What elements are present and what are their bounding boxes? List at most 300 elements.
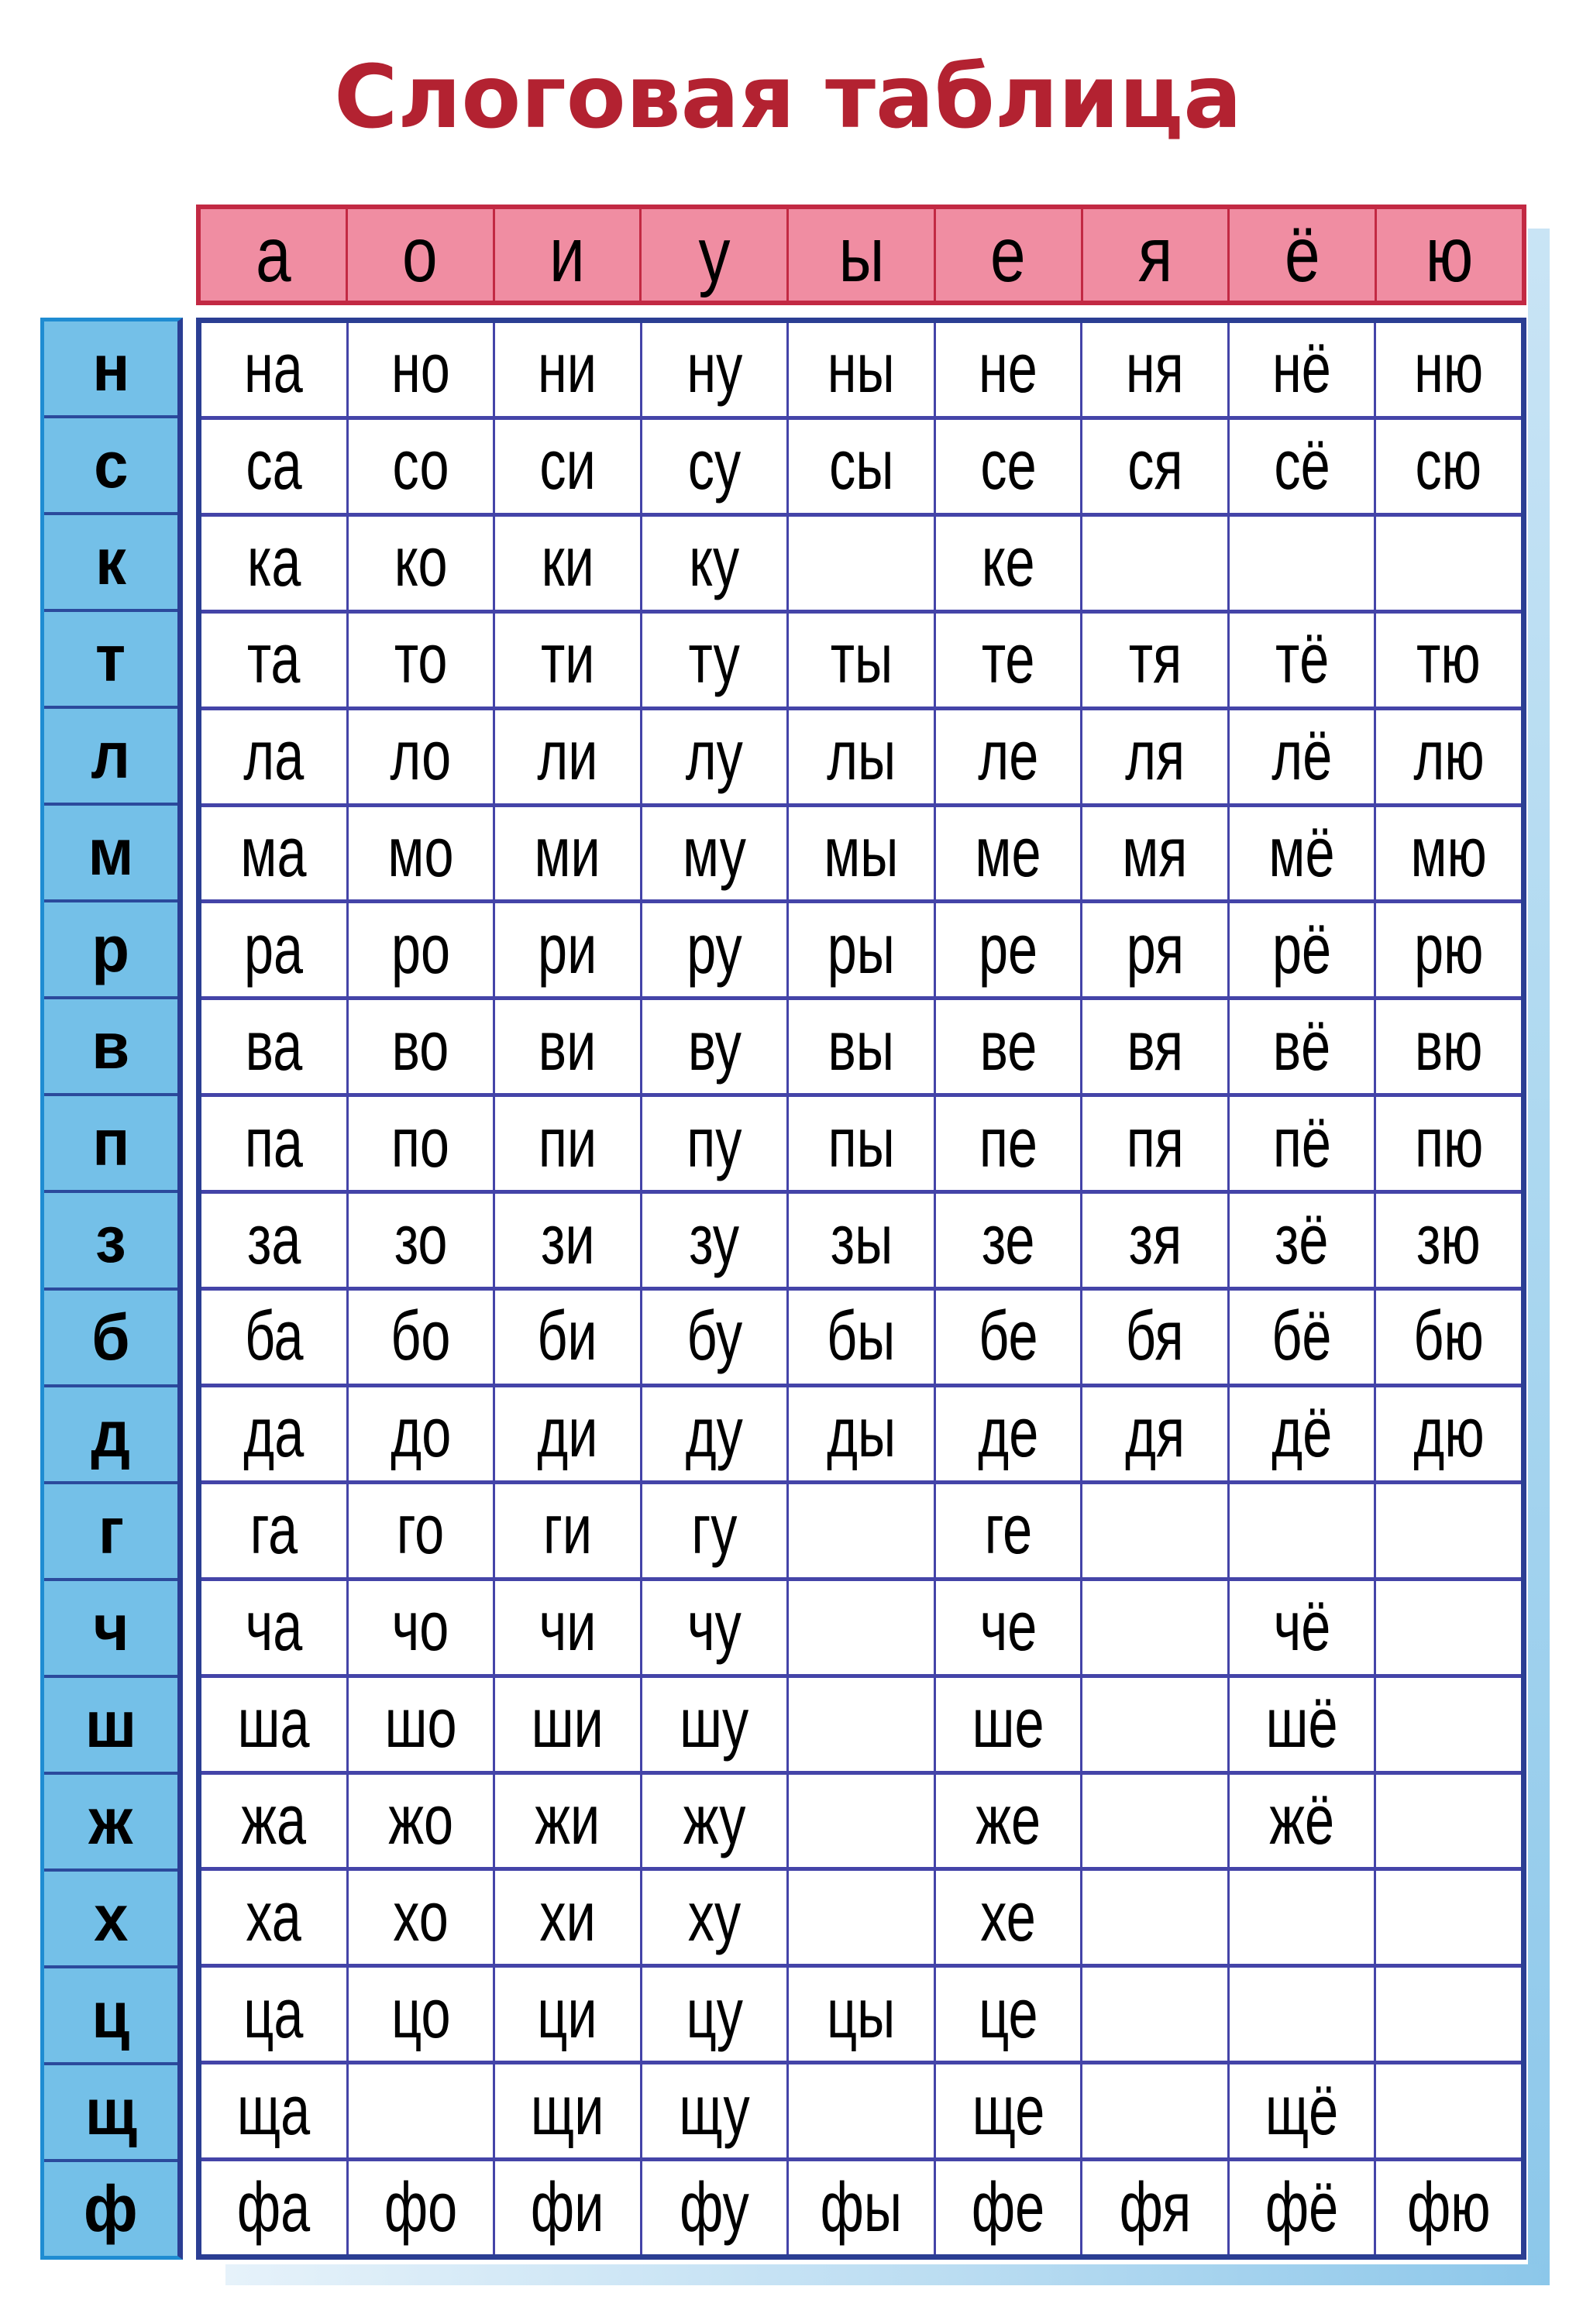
syllable-cell-ли (495, 710, 640, 803)
syllable-text: пю (1414, 1104, 1483, 1182)
syllable-cell-ре (936, 903, 1081, 996)
vowel-header-cell-ы (789, 209, 934, 301)
vowel-header-cell-я (1083, 209, 1228, 301)
syllable-text: му (682, 813, 746, 892)
syllable-cell-ще (936, 2064, 1081, 2157)
consonant-cell-д (44, 1387, 177, 1481)
syllable-text: шё (1265, 1685, 1338, 1763)
syllable-text: у (698, 211, 731, 298)
syllable-cell-лё (1230, 710, 1375, 803)
syllable-text: да (243, 1394, 305, 1473)
vowel-header-row (196, 205, 1526, 305)
syllable-cell-empty (1376, 2064, 1521, 2157)
syllable-text: жё (1269, 1781, 1335, 1859)
syllable-cell-empty (1376, 1871, 1521, 1964)
syllable-text: тё (1275, 621, 1329, 699)
syllable-text: зё (1275, 1201, 1329, 1279)
syllable-cell-по (349, 1097, 494, 1190)
syllable-text: жа (241, 1781, 307, 1859)
vowel-header-cell-и (495, 209, 640, 301)
vowel-header-cell-у (642, 209, 786, 301)
syllable-cell-empty (789, 1581, 934, 1674)
syllable-cell-empty (1376, 1581, 1521, 1674)
syllable-cell-пя (1082, 1097, 1227, 1190)
syllable-text: ню (1414, 330, 1484, 408)
syllable-text: ха (246, 1878, 302, 1956)
syllable-cell-ри (495, 903, 640, 996)
syllable-cell-че (936, 1581, 1081, 1674)
syllable-cell-empty (1376, 517, 1521, 610)
syllable-cell-пю (1376, 1097, 1521, 1190)
consonant-cell-к (44, 515, 177, 609)
syllable-cell-фю (1376, 2161, 1521, 2254)
syllable-cell-пи (495, 1097, 640, 1190)
syllable-text: фю (1406, 2168, 1491, 2247)
vowel-header-cell-а (201, 209, 346, 301)
syllable-cell-же (936, 1775, 1081, 1868)
syllable-text: фо (384, 2168, 457, 2247)
syllable-cell-ги (495, 1484, 640, 1577)
syllable-text: ще (972, 2071, 1044, 2150)
syllable-cell-лы (789, 710, 934, 803)
syllable-cell-жо (349, 1775, 494, 1868)
syllable-cell-хе (936, 1871, 1081, 1964)
syllable-cell-empty (789, 1678, 934, 1771)
syllable-cell-empty (1376, 1968, 1521, 2061)
syllable-text: к (95, 525, 126, 599)
syllable-text: зо (394, 1201, 448, 1279)
syllable-text: бя (1126, 1298, 1184, 1376)
syllable-cell-са (201, 420, 346, 513)
syllable-text: дю (1413, 1394, 1485, 1473)
syllable-cell-empty (789, 2064, 934, 2157)
syllable-text: а (255, 211, 291, 298)
syllable-cell-ве (936, 1000, 1081, 1093)
syllable-text: ка (246, 524, 301, 602)
syllable-cell-ды (789, 1387, 934, 1480)
syllable-text: фя (1119, 2168, 1191, 2247)
syllable-cell-empty (1376, 1678, 1521, 1771)
syllable-cell-пё (1230, 1097, 1375, 1190)
syllable-cell-ла (201, 710, 346, 803)
syllable-text: зу (689, 1201, 740, 1279)
syllable-cell-фи (495, 2161, 640, 2254)
syllable-text: ку (689, 524, 740, 602)
syllable-text: ча (245, 1588, 303, 1666)
syllable-cell-за (201, 1194, 346, 1287)
syllable-text: н (91, 332, 130, 405)
syllable-cell-вё (1230, 1000, 1375, 1093)
syllable-cell-цы (789, 1968, 934, 2061)
vowel-header-cell-е (936, 209, 1081, 301)
syllable-text: ше (972, 1685, 1044, 1763)
syllable-text: ля (1125, 717, 1185, 796)
syllable-text: ба (244, 1298, 304, 1376)
syllable-cell-зу (642, 1194, 787, 1287)
syllable-text: во (392, 1007, 449, 1085)
syllable-cell-рю (1376, 903, 1521, 996)
vowel-header-cell-ю (1377, 209, 1522, 301)
syllable-text: ца (243, 1975, 304, 2053)
syllable-text: б (91, 1300, 130, 1373)
syllable-text: це (978, 1975, 1038, 2053)
syllable-text: д (91, 1397, 131, 1470)
syllable-text: не (979, 330, 1037, 408)
syllable-cell-су (642, 420, 787, 513)
syllable-text: щ (84, 2075, 137, 2148)
syllable-text: ня (1126, 330, 1184, 408)
syllable-text: дя (1125, 1394, 1185, 1473)
syllable-cell-чё (1230, 1581, 1375, 1674)
consonant-cell-н (44, 321, 177, 415)
syllable-cell-ха (201, 1871, 346, 1964)
consonant-cell-ф (44, 2162, 177, 2256)
syllable-cell-empty (1082, 2064, 1227, 2157)
syllable-text: ж (88, 1784, 133, 1858)
syllable-text: п (91, 1106, 130, 1180)
syllable-text: по (391, 1104, 450, 1182)
syllable-cell-мю (1376, 807, 1521, 900)
syllable-cell-ви (495, 1000, 640, 1093)
consonant-cell-п (44, 1096, 177, 1190)
syllable-text: ки (541, 524, 594, 602)
drop-shadow-right (1528, 229, 1550, 2285)
syllable-text: ти (540, 621, 595, 699)
syllable-cell-жа (201, 1775, 346, 1868)
syllable-cell-фе (936, 2161, 1081, 2254)
syllable-cell-ты (789, 614, 934, 706)
syllable-text: фи (531, 2168, 604, 2247)
syllable-cell-ву (642, 1000, 787, 1093)
syllable-text: дё (1271, 1394, 1333, 1473)
syllable-cell-ка (201, 517, 346, 610)
syllable-cell-чо (349, 1581, 494, 1674)
syllable-cell-empty (1082, 1678, 1227, 1771)
syllable-text: ч (92, 1590, 129, 1664)
syllable-text: бу (686, 1298, 742, 1376)
syllable-cell-бо (349, 1291, 494, 1384)
syllable-cell-бё (1230, 1291, 1375, 1384)
syllable-cell-то (349, 614, 494, 706)
syllable-text: зе (981, 1201, 1035, 1279)
syllable-text: зю (1416, 1201, 1481, 1279)
syllable-text: чё (1273, 1588, 1330, 1666)
syllable-text: пе (979, 1104, 1037, 1182)
syllable-cell-пе (936, 1097, 1081, 1190)
syllable-text: шо (384, 1685, 457, 1763)
consonant-cell-в (44, 999, 177, 1093)
syllable-text: сё (1274, 427, 1330, 505)
syllable-text: ю (1425, 211, 1474, 298)
syllable-cell-ло (349, 710, 494, 803)
syllable-cell-не (936, 323, 1081, 416)
syllable-text: ху (687, 1878, 742, 1956)
syllable-text: х (93, 1881, 129, 1954)
syllable-text: фа (237, 2168, 311, 2247)
syllable-text: го (397, 1491, 445, 1569)
syllable-cell-де (936, 1387, 1081, 1480)
consonant-cell-р (44, 902, 177, 996)
syllable-text: ва (245, 1007, 303, 1085)
syllable-cell-сы (789, 420, 934, 513)
syllable-text: фё (1265, 2168, 1339, 2247)
syllable-text: ле (978, 717, 1039, 796)
syllable-text: р (91, 913, 130, 986)
syllable-cell-ти (495, 614, 640, 706)
syllable-cell-empty (1082, 517, 1227, 610)
syllable-text: чу (687, 1588, 742, 1666)
syllable-cell-зо (349, 1194, 494, 1287)
syllable-text: ш (84, 1687, 137, 1761)
syllable-cell-мы (789, 807, 934, 900)
vowel-header-cell-о (348, 209, 493, 301)
syllable-cell-empty (789, 517, 934, 610)
syllable-text: су (687, 427, 742, 505)
syllable-cell-зе (936, 1194, 1081, 1287)
syllable-text: ло (390, 717, 452, 796)
syllable-cell-фё (1230, 2161, 1375, 2254)
syllable-text: цу (686, 1975, 743, 2053)
syllable-cell-шу (642, 1678, 787, 1771)
syllable-cell-бы (789, 1291, 934, 1384)
syllable-cell-ми (495, 807, 640, 900)
syllable-text: ры (827, 910, 896, 988)
syllable-text: ну (686, 330, 742, 408)
syllable-text: ре (978, 910, 1038, 988)
syllable-text: до (390, 1394, 451, 1473)
syllable-text: ша (237, 1685, 310, 1763)
consonant-cell-т (44, 612, 177, 706)
syllable-cell-сю (1376, 420, 1521, 513)
syllable-text: в (91, 1009, 130, 1083)
syllable-cell-ня (1082, 323, 1227, 416)
syllable-text: пы (828, 1104, 895, 1182)
consonant-cell-ч (44, 1581, 177, 1675)
syllable-cell-фя (1082, 2161, 1227, 2254)
syllable-cell-ля (1082, 710, 1227, 803)
syllable-text: зы (830, 1201, 893, 1279)
syllable-grid (196, 318, 1526, 2260)
syllable-text: с (93, 428, 129, 502)
syllable-cell-дя (1082, 1387, 1227, 1480)
syllable-text: ся (1127, 427, 1183, 505)
syllable-cell-ся (1082, 420, 1227, 513)
syllable-text: но (391, 330, 450, 408)
syllable-cell-щи (495, 2064, 640, 2157)
syllable-cell-дё (1230, 1387, 1375, 1480)
vowel-header-cell-ё (1230, 209, 1375, 301)
syllable-cell-во (349, 1000, 494, 1093)
syllable-cell-му (642, 807, 787, 900)
syllable-text: гу (691, 1491, 738, 1569)
syllable-text: се (979, 427, 1037, 505)
syllable-cell-шо (349, 1678, 494, 1771)
syllable-text: вё (1272, 1007, 1331, 1085)
syllable-text: ра (244, 910, 304, 988)
syllable-text: жи (535, 1781, 600, 1859)
syllable-cell-ча (201, 1581, 346, 1674)
syllable-cell-empty (789, 1484, 934, 1577)
syllable-cell-ба (201, 1291, 346, 1384)
syllable-text: фе (971, 2168, 1045, 2247)
syllable-cell-зы (789, 1194, 934, 1287)
syllable-cell-чи (495, 1581, 640, 1674)
syllable-cell-лу (642, 710, 787, 803)
syllable-text: мю (1410, 813, 1487, 892)
syllable-cell-пы (789, 1097, 934, 1190)
syllable-cell-дю (1376, 1387, 1521, 1480)
syllable-text: лю (1413, 717, 1485, 796)
consonant-cell-щ (44, 2065, 177, 2159)
syllable-text: пи (538, 1104, 597, 1182)
syllable-cell-empty (1082, 1968, 1227, 2061)
syllable-cell-се (936, 420, 1081, 513)
syllable-cell-ша (201, 1678, 346, 1771)
syllable-text: ща (237, 2071, 311, 2150)
syllable-text: па (244, 1104, 303, 1182)
syllable-cell-рё (1230, 903, 1375, 996)
syllable-cell-ту (642, 614, 787, 706)
syllable-cell-empty (1082, 1871, 1227, 1964)
syllable-cell-ди (495, 1387, 640, 1480)
syllable-cell-ко (349, 517, 494, 610)
syllable-text: га (249, 1491, 298, 1569)
syllable-cell-шё (1230, 1678, 1375, 1771)
syllable-text: цо (391, 1975, 451, 2053)
syllable-text: бы (827, 1298, 896, 1376)
syllable-text: тю (1416, 621, 1481, 699)
syllable-cell-нё (1230, 323, 1375, 416)
consonant-cell-х (44, 1872, 177, 1965)
syllable-text: ли (537, 717, 598, 796)
syllable-cell-ма (201, 807, 346, 900)
syllable-cell-фу (642, 2161, 787, 2254)
syllable-cell-ну (642, 323, 787, 416)
syllable-text: о (402, 211, 438, 298)
syllable-cell-жи (495, 1775, 640, 1868)
syllable-text: м (88, 816, 134, 889)
syllable-cell-вы (789, 1000, 934, 1093)
syllable-cell-цо (349, 1968, 494, 2061)
syllable-cell-вя (1082, 1000, 1227, 1093)
syllable-cell-ци (495, 1968, 640, 2061)
syllable-text: ру (686, 910, 742, 988)
syllable-text: ве (979, 1007, 1037, 1085)
syllable-cell-щё (1230, 2064, 1375, 2157)
syllable-cell-зи (495, 1194, 640, 1287)
syllable-text: чи (539, 1588, 597, 1666)
syllable-cell-empty (1082, 1484, 1227, 1577)
syllable-cell-мо (349, 807, 494, 900)
syllable-cell-зё (1230, 1194, 1375, 1287)
syllable-text: ди (537, 1394, 598, 1473)
consonant-cell-м (44, 806, 177, 899)
syllable-text: те (981, 621, 1035, 699)
syllable-cell-бу (642, 1291, 787, 1384)
drop-shadow-bottom (225, 2264, 1550, 2285)
consonant-cell-з (44, 1193, 177, 1287)
syllable-text: ма (240, 813, 307, 892)
syllable-text: ги (542, 1491, 592, 1569)
syllable-text: цы (827, 1975, 896, 2053)
syllable-text: ми (534, 813, 600, 892)
syllable-cell-го (349, 1484, 494, 1577)
syllable-text: ко (394, 524, 448, 602)
syllable-cell-бя (1082, 1291, 1227, 1384)
syllable-cell-га (201, 1484, 346, 1577)
syllable-text: мё (1268, 813, 1335, 892)
syllable-text: т (95, 622, 126, 696)
consonant-cell-ж (44, 1775, 177, 1868)
consonant-cell-г (44, 1484, 177, 1578)
syllable-cell-на (201, 323, 346, 416)
syllable-cell-мё (1230, 807, 1375, 900)
syllable-text: шу (680, 1685, 749, 1763)
syllable-text: мя (1122, 813, 1188, 892)
syllable-text: хи (539, 1878, 596, 1956)
syllable-text: ву (687, 1007, 742, 1085)
syllable-cell-empty (1376, 1484, 1521, 1577)
syllable-cell-хи (495, 1871, 640, 1964)
consonant-cell-ш (44, 1678, 177, 1772)
syllable-cell-ху (642, 1871, 787, 1964)
syllable-cell-ра (201, 903, 346, 996)
syllable-text: сю (1415, 427, 1482, 505)
syllable-cell-ге (936, 1484, 1081, 1577)
syllable-cell-ря (1082, 903, 1227, 996)
syllable-cell-ню (1376, 323, 1521, 416)
syllable-cell-фо (349, 2161, 494, 2254)
syllable-text: рё (1272, 910, 1332, 988)
syllable-cell-empty (1230, 1484, 1375, 1577)
syllable-text: вя (1127, 1007, 1183, 1085)
syllable-cell-щу (642, 2064, 787, 2157)
consonant-cell-л (44, 709, 177, 803)
syllable-cell-бе (936, 1291, 1081, 1384)
syllable-cell-empty (1082, 1775, 1227, 1868)
syllable-cell-цу (642, 1968, 787, 2061)
syllable-cell-пу (642, 1097, 787, 1190)
syllable-cell-ке (936, 517, 1081, 610)
syllable-text: лё (1271, 717, 1333, 796)
syllable-text: лы (826, 717, 896, 796)
page-title: Слоговая таблица (334, 47, 1242, 148)
syllable-cell-ро (349, 903, 494, 996)
syllable-cell-ши (495, 1678, 640, 1771)
syllable-text: ы (838, 211, 884, 298)
syllable-cell-empty (1230, 517, 1375, 610)
syllable-cell-тя (1082, 614, 1227, 706)
syllable-text: на (244, 330, 304, 408)
consonant-cell-б (44, 1291, 177, 1384)
syllable-cell-та (201, 614, 346, 706)
syllable-text: пё (1272, 1104, 1331, 1182)
syllable-text: ви (539, 1007, 597, 1085)
syllable-text: и (549, 211, 585, 298)
syllable-text: ге (984, 1491, 1032, 1569)
syllable-text: лу (685, 717, 743, 796)
syllable-cell-но (349, 323, 494, 416)
syllable-text: пу (686, 1104, 742, 1182)
syllable-cell-ру (642, 903, 787, 996)
syllable-cell-жу (642, 1775, 787, 1868)
syllable-text: ды (826, 1394, 896, 1473)
syllable-text: же (976, 1781, 1041, 1859)
syllable-cell-empty (349, 2064, 494, 2157)
syllable-text: ши (531, 1685, 604, 1763)
syllable-text: вы (828, 1007, 895, 1085)
syllable-text: бё (1271, 1298, 1332, 1376)
